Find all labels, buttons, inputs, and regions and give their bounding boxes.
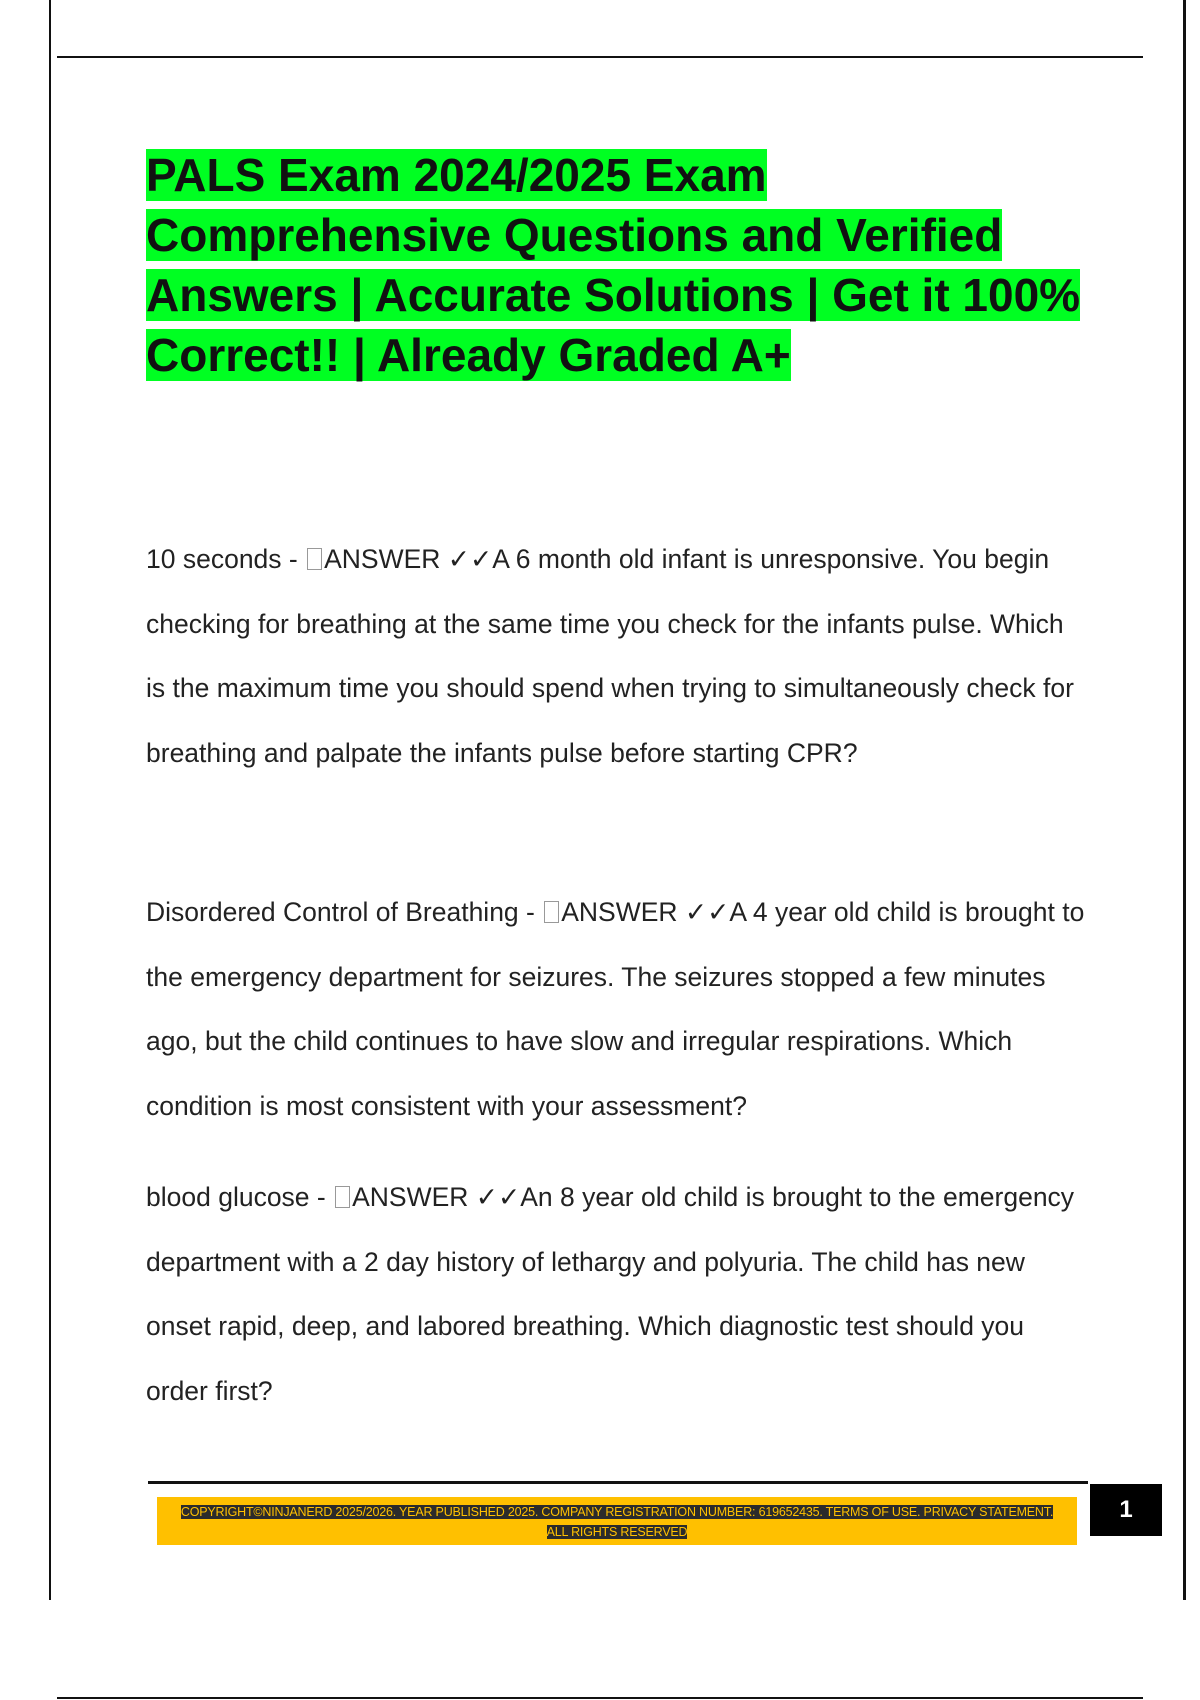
missing-glyph-icon — [544, 901, 559, 923]
bottom-rule — [57, 1697, 1143, 1699]
right-border-line — [1183, 0, 1186, 1600]
answer-text: Disordered Control of Breathing - — [146, 897, 543, 927]
left-border-line — [49, 0, 51, 1600]
qa-item — [146, 1165, 1086, 1423]
question-text: An 8 year old child is brought to the emergency department with a 2 day history of lethargy and polyuria. The child has new onset rapid, deep, and labored breathing. Which diagnostic test should you order first? — [146, 1182, 1075, 1406]
page-number: 1 — [1090, 1484, 1162, 1536]
title-highlight: PALS Exam 2024/2025 Exam Comprehensive Questions and Verified Answers | Accurate Solutions | Get it 100% Correct!! | Already Graded A+ — [146, 149, 1081, 381]
missing-glyph-icon — [335, 1186, 350, 1208]
answer-marker: ANSWER ✓✓ — [324, 544, 493, 574]
document-title — [146, 145, 1106, 385]
answer-marker: ANSWER ✓✓ — [561, 897, 730, 927]
header-rule — [57, 56, 1143, 58]
qa-item — [146, 527, 1086, 785]
question-text: A 6 month old infant is unresponsive. You begin checking for breathing at the same time you check for the infants pulse. Which is the maximum time you should spend when trying to simultaneously check for breathing and palpate the infants pulse before starting CPR? — [146, 544, 1074, 768]
footer-rule — [148, 1481, 1088, 1484]
answer-text: 10 seconds - — [146, 544, 306, 574]
question-text: A 4 year old child is brought to the emergency department for seizures. The seizures stopped a few minutes ago, but the child continues to have slow and irregular respirations. Which condition is most consistent with your assessment? — [146, 897, 1085, 1121]
answer-text: blood glucose - — [146, 1182, 334, 1212]
footer-copyright-text: COPYRIGHT©NINJANERD 2025/2026. YEAR PUBLISHED 2025. COMPANY REGISTRATION NUMBER: 619652435. TERMS OF USE. PRIVACY STATEMENT. ALL RIGHTS RESERVED — [180, 1505, 1054, 1539]
qa-item — [146, 880, 1086, 1138]
missing-glyph-icon — [307, 548, 322, 570]
footer-copyright — [170, 1502, 1064, 1542]
answer-marker: ANSWER ✓✓ — [352, 1182, 521, 1212]
